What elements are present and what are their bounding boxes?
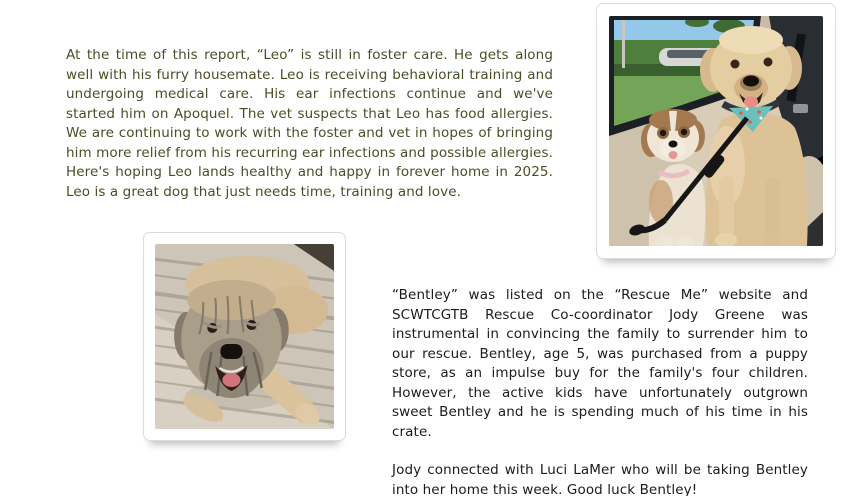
big-dog-tongue xyxy=(744,97,758,108)
car-dogs-photo xyxy=(596,3,836,259)
car-dogs-illustration xyxy=(609,16,823,246)
bentley-paragraph-2: Jody connected with Luci LaMer who will be taking Bentley into her home this week. Good luck Bentley! xyxy=(392,462,808,496)
big-dog-nose xyxy=(743,76,759,87)
carpet-dog-photo-inner xyxy=(155,244,334,429)
carpet-dog-illustration xyxy=(155,244,334,429)
small-dog-nose xyxy=(669,141,678,148)
bentley-section xyxy=(392,286,808,496)
bentley-paragraph-1: “Bentley” was listed on the “Rescue Me” website and SCWTCGTB Rescue Co-coordinator Jody Greene was instrumental in convincing the family to surrender him to our rescue. Bentley, age 5, was purchased from a puppy store, as an impulse buy for the family's four children. However, the active kids have unfortunately outgrown sweet Bentley and he is spending much of his time in his crate. xyxy=(392,287,808,440)
car-dogs-photo-inner xyxy=(609,16,823,246)
small-dog-eye xyxy=(681,129,687,135)
big-dog-eye xyxy=(764,58,773,67)
small-dog-tongue xyxy=(669,151,678,159)
small-dog-eye xyxy=(660,130,666,136)
leo-update-paragraph: At the time of this report, “Leo” is still in foster care. He gets along well with his furry housemate. Leo is receiving behavioral training and undergoing medical care. His ear infections continue and we've started him on Apoquel. The vet suspects that Leo has food allergies. We are continuing to work with the foster and vet in hopes of bringing him more relief from his recurring ear infections and possible allergies. Here's hoping Leo lands healthy and happy in forever home in 2025. Leo is a great dog that just needs time, training and love. xyxy=(66,47,553,200)
light-pole xyxy=(622,18,625,68)
big-dog-eye xyxy=(731,60,740,69)
dog-nose xyxy=(220,344,242,359)
dog-tongue xyxy=(222,373,240,387)
big-dog xyxy=(700,26,808,246)
carpet-dog-photo xyxy=(143,232,346,441)
